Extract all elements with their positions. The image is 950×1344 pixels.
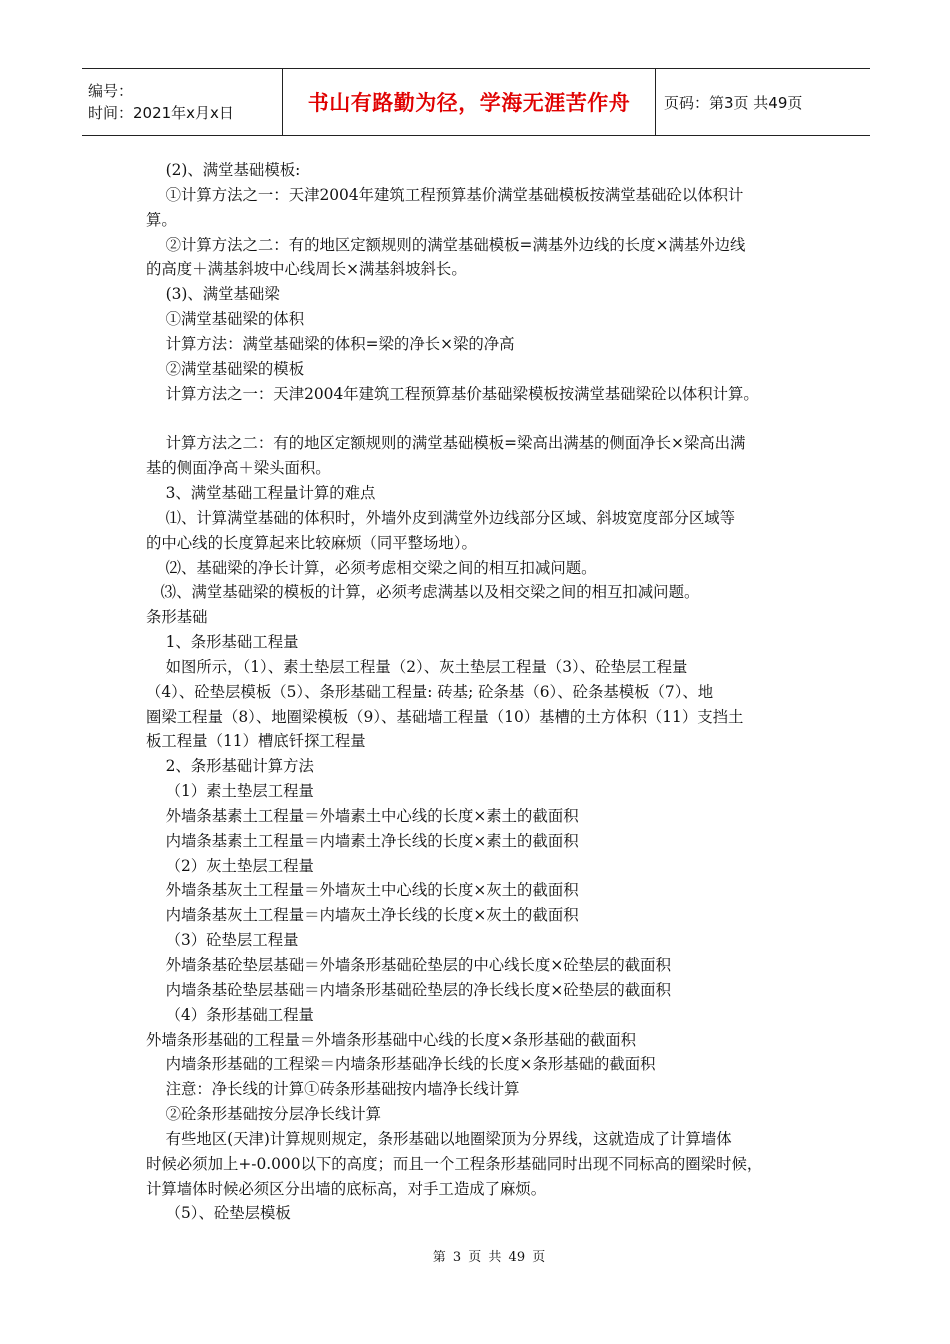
text-line: ①满堂基础梁的体积	[146, 310, 305, 329]
text-line: （4）、砼垫层模板（5）、条形基础工程量: 砖基; 砼条基（6）、砼条基模板（7）、地	[146, 682, 714, 701]
text-line: 圈梁工程量（8）、地圈梁模板（9）、基础墙工程量（10）基槽的土方体积（11）支挡土	[146, 707, 744, 726]
text-line: 算。	[146, 210, 177, 229]
text-line: 计算方法：满堂基础梁的体积=梁的净长×梁的净高	[146, 334, 515, 353]
number-label: 编号：	[88, 82, 134, 100]
text-line: 时候必须加上+-0.000以下的高度；而且一个工程条形基础同时出现不同标高的圈梁时候，	[146, 1154, 763, 1173]
text-line: (2)、满堂基础模板:	[146, 161, 301, 179]
text-line: 的高度＋满基斜坡中心线周长×满基斜坡斜长。	[146, 260, 467, 279]
text-line: 外墙条基砼垫层基础＝外墙条形基础砼垫层的中心线长度×砼垫层的截面积	[146, 956, 671, 974]
date-label: 时间：2021年x月x日	[88, 104, 234, 122]
text-line: 计算方法之一：天津2004年建筑工程预算基价基础梁模板按满堂基础梁砼以体积计算。	[146, 384, 759, 403]
text-line: 内墙条基灰土工程量＝内墙灰土净长线的长度×灰土的截面积	[146, 906, 579, 925]
header-page-label: 页码：第3页 共49页	[664, 93, 803, 112]
text-line: 外墙条基灰土工程量＝外墙灰土中心线的长度×灰土的截面积	[146, 881, 579, 900]
text-line: （4）条形基础工程量	[146, 1005, 314, 1024]
text-line: ②满堂基础梁的模板	[146, 359, 305, 378]
header-table	[82, 68, 870, 136]
text-line: 内墙条基砼垫层基础＝内墙条形基础砼垫层的净长线长度×砼垫层的截面积	[146, 980, 671, 999]
text-line: ⑵、基础梁的净长计算，必须考虑相交梁之间的相互扣减问题。	[146, 558, 597, 577]
text-line: 的中心线的长度算起来比较麻烦（同平整场地）。	[146, 533, 477, 552]
text-line: 3、满堂基础工程量计算的难点	[146, 483, 376, 502]
text-line: (3)、满堂基础梁	[146, 285, 280, 304]
text-line: （2）灰土垫层工程量	[146, 856, 314, 875]
text-line: 板工程量（11）槽底钎探工程量	[146, 732, 366, 751]
header-motto: 书山有路勤为径，学海无涯苦作舟	[283, 69, 656, 135]
text-line: 外墙条基素土工程量＝外墙素土中心线的长度×素土的截面积	[146, 806, 579, 825]
text-line: 内墙条形基础的工程梁＝内墙条形基础净长线的长度×条形基础的截面积	[146, 1055, 656, 1074]
text-line: 内墙条基素土工程量＝内墙素土净长线的长度×素土的截面积	[146, 831, 579, 850]
text-line: 外墙条形基础的工程量＝外墙条形基础中心线的长度×条形基础的截面积	[146, 1030, 637, 1049]
text-line: ②砼条形基础按分层净长线计算	[146, 1105, 382, 1124]
text-line: （3）砼垫层工程量	[146, 931, 299, 950]
text-line: 基的侧面净高＋梁头面积。	[146, 459, 331, 478]
text-line: 如图所示，（1）、素土垫层工程量（2）、灰土垫层工程量（3）、砼垫层工程量	[146, 657, 688, 676]
text-line: ①计算方法之一：天津2004年建筑工程预算基价满堂基础模板按满堂基础砼以体积计	[146, 185, 744, 204]
text-line: 计算墙体时候必须区分出墙的底标高，对手工造成了麻烦。	[146, 1179, 547, 1198]
text-line: 计算方法之二：有的地区定额规则的满堂基础模板=梁高出满基的侧面净长×梁高出满	[146, 434, 746, 453]
text-line: 1、条形基础工程量	[146, 633, 299, 652]
document-body	[146, 158, 826, 1226]
text-line	[146, 406, 826, 431]
text-line: 注意：净长线的计算①砖条形基础按内墙净长线计算	[146, 1080, 520, 1099]
text-line: 条形基础	[146, 608, 208, 627]
text-line: ②计算方法之二：有的地区定额规则的满堂基础模板=满基外边线的长度×满基外边线	[146, 235, 746, 254]
text-line: （5）、砼垫层模板	[146, 1204, 291, 1223]
text-line: 有些地区(天津)计算规则规定，条形基础以地圈梁顶为分界线，这就造成了计算墙体	[146, 1129, 732, 1148]
text-line: ⑶、满堂基础梁的模板的计算，必须考虑满基以及相交梁之间的相互扣减问题。	[146, 583, 700, 602]
page-footer: 第 3 页 共 49 页	[432, 1250, 546, 1265]
text-line: ⑴、计算满堂基础的体积时，外墙外皮到满堂外边线部分区域、斜坡宽度部分区域等	[146, 508, 736, 527]
header-info-cell	[82, 69, 283, 135]
text-line: 2、条形基础计算方法	[146, 757, 314, 776]
text-line: （1）素土垫层工程量	[146, 782, 314, 801]
